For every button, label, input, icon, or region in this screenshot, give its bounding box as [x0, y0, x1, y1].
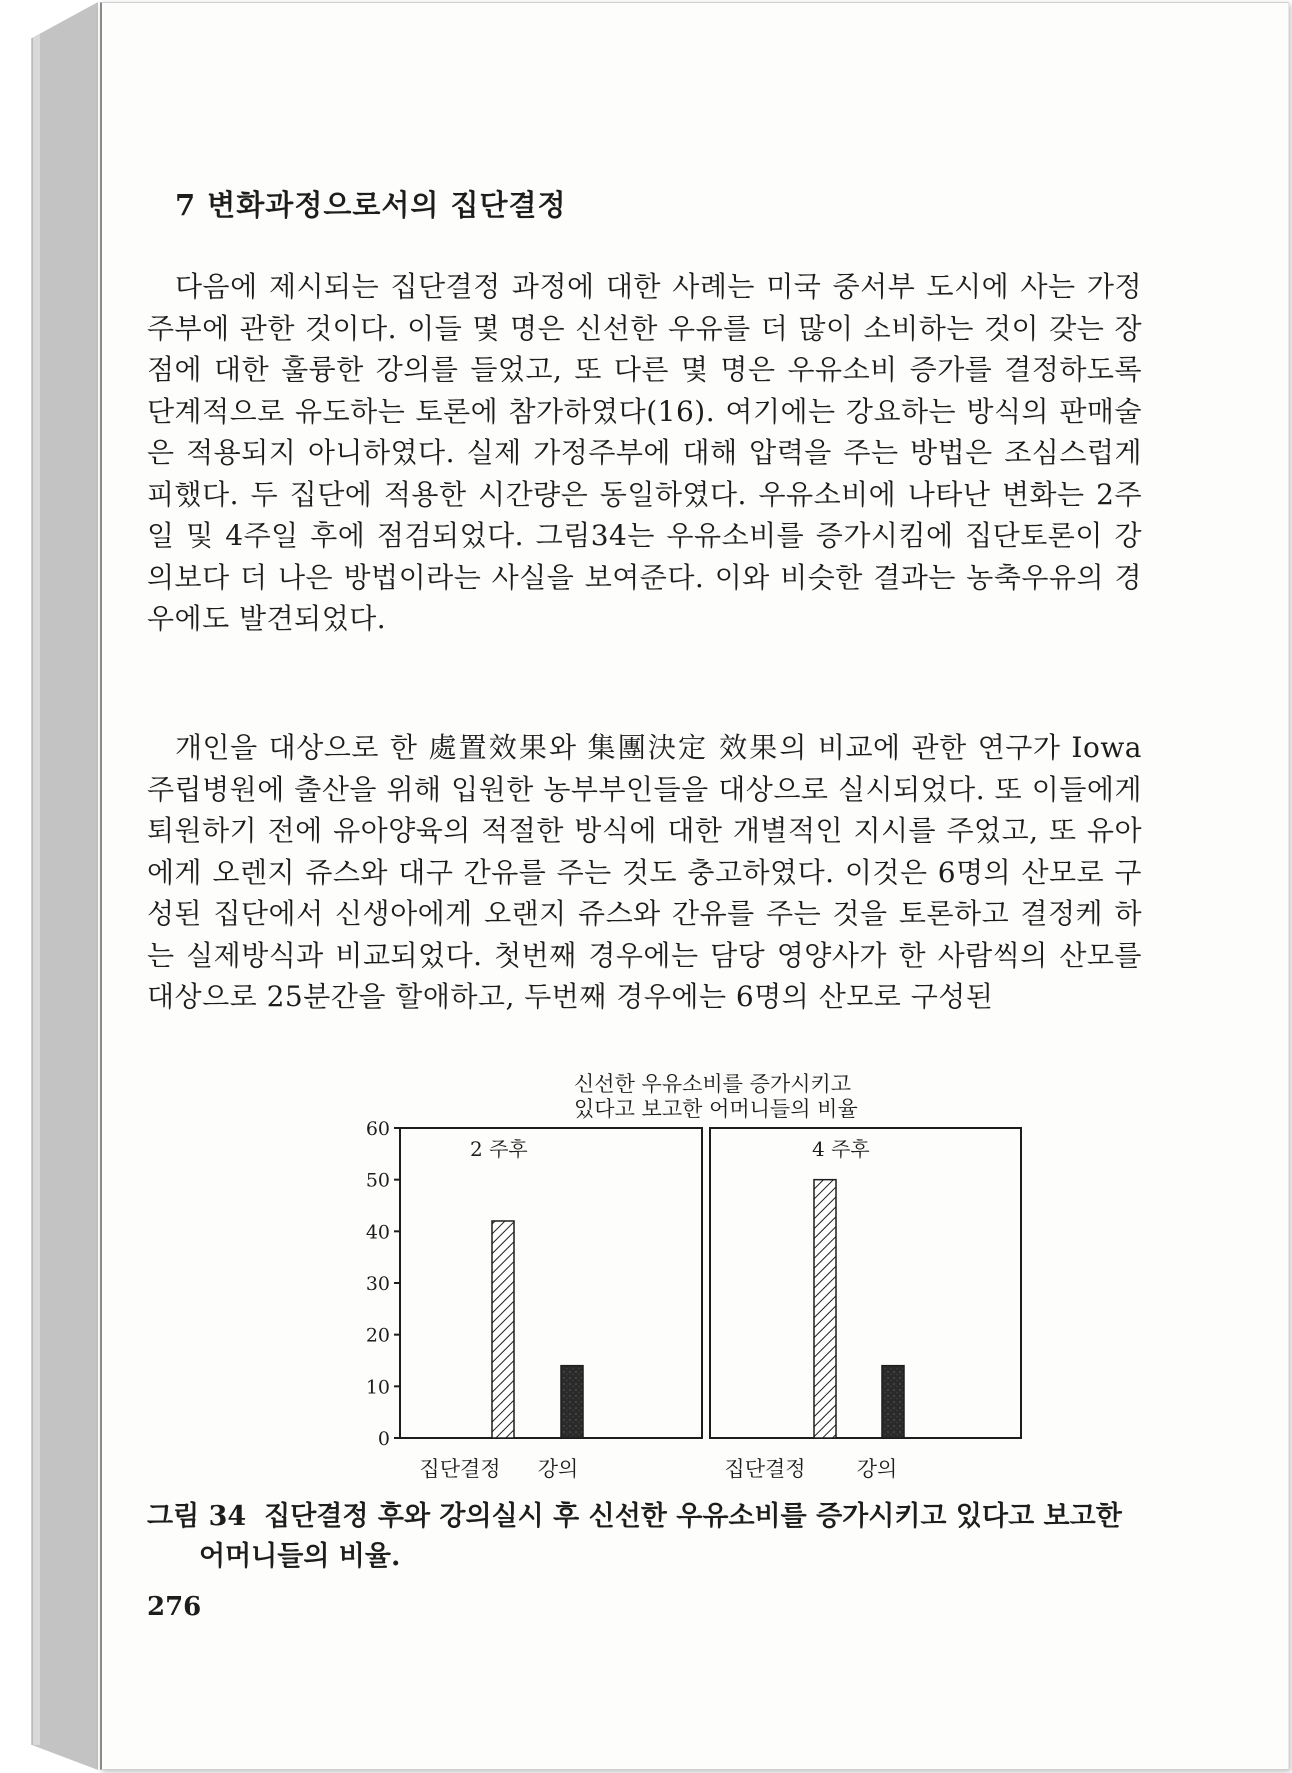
y-tick-label: 30 [365, 1273, 390, 1295]
bar-group-decision [814, 1180, 836, 1438]
paragraph-1: 다음에 제시되는 집단결정 과정에 대한 사례는 미국 중서부 도시에 사는 가정주부에 관한 것이다. 이들 몇 명은 신선한 우유를 더 많이 소비하는 것이 갖는 장점에 대한 훌륭한 강의를 들었고, 또 다른 몇 명은 우유소비 증가를 결정하도록 단계적으로 유도하는 토론에 참가하였다(16). 여기에는 강요하는 방식의 판매술은 적용되지 아니하였다. 실제 가정주부에 대해 압력을 주는 방법은 조심스럽게 피했다. 두 집단에 적용한 시간량은 동일하였다. 우유소비에 나타난 변화는 2주일 및 4주일 후에 점검되었다. 그림34는 우유소비를 증가시킴에 집단토론이 강의보다 더 나은 방법이라는 사실을 보여준다. 이와 비슷한 결과는 농축우유의 경우에도 발견되었다. [147, 270, 1142, 635]
bar-lecture [882, 1366, 904, 1438]
y-tick-label: 0 [377, 1428, 390, 1450]
category-label: 강의 [537, 1457, 579, 1481]
y-tick-label: 10 [365, 1376, 390, 1399]
chart-panel-frame [400, 1128, 702, 1438]
panel-label: 4 주후 [812, 1137, 870, 1161]
figure-label: 그림 34 [147, 1501, 247, 1532]
y-tick-label: 60 [365, 1118, 390, 1140]
figure-caption-text: 집단결정 후와 강의실시 후 신선한 우유소비를 증가시키고 있다고 보고한 어머니들의 비율. [199, 1501, 1122, 1572]
book-spine [0, 0, 100, 1773]
category-label: 집단결정 [419, 1457, 501, 1481]
category-label: 집단결정 [724, 1457, 806, 1481]
figure-caption [147, 1497, 1142, 1577]
y-tick-label: 40 [365, 1221, 390, 1244]
category-label: 강의 [856, 1457, 898, 1481]
chart-panel-frame [710, 1128, 1021, 1438]
panel-label: 2 주후 [470, 1137, 528, 1161]
page-number: 276 [147, 1592, 202, 1622]
section-heading: 7 변화과정으로서의 집단결정 [175, 188, 567, 222]
bar-lecture [561, 1366, 583, 1438]
y-tick-label: 50 [365, 1169, 390, 1192]
chart-title-line-1: 신선한 우유소비를 증가시키고 [574, 1072, 852, 1096]
y-tick-label: 20 [365, 1324, 390, 1347]
paragraph-2: 개인을 대상으로 한 處置效果와 集團決定 效果의 비교에 관한 연구가 Iowa 주립병원에 출산을 위해 입원한 농부부인들을 대상으로 실시되었다. 또 이들에게 퇴원하기 전에 유아양육의 적절한 방식에 대한 개별적인 지시를 주었고, 또 유아에게 오렌지 쥬스와 대구 간유를 주는 것도 충고하였다. 이것은 6명의 산모로 구성된 집단에서 신생아에게 오랜지 쥬스와 간유를 주는 것을 토론하고 결정케 하는 실제방식과 비교되었다. 첫번째 경우에는 담당 영양사가 한 사람씩의 산모를 대상으로 25분간을 할애하고, 두번째 경우에는 6명의 산모로 구성된 [147, 731, 1142, 1013]
chart-title-line-2: 있다고 보고한 어머니들의 비율 [574, 1097, 858, 1121]
bar-chart [340, 1118, 1040, 1488]
bar-group-decision [492, 1221, 514, 1438]
chart-title [480, 1072, 900, 1122]
